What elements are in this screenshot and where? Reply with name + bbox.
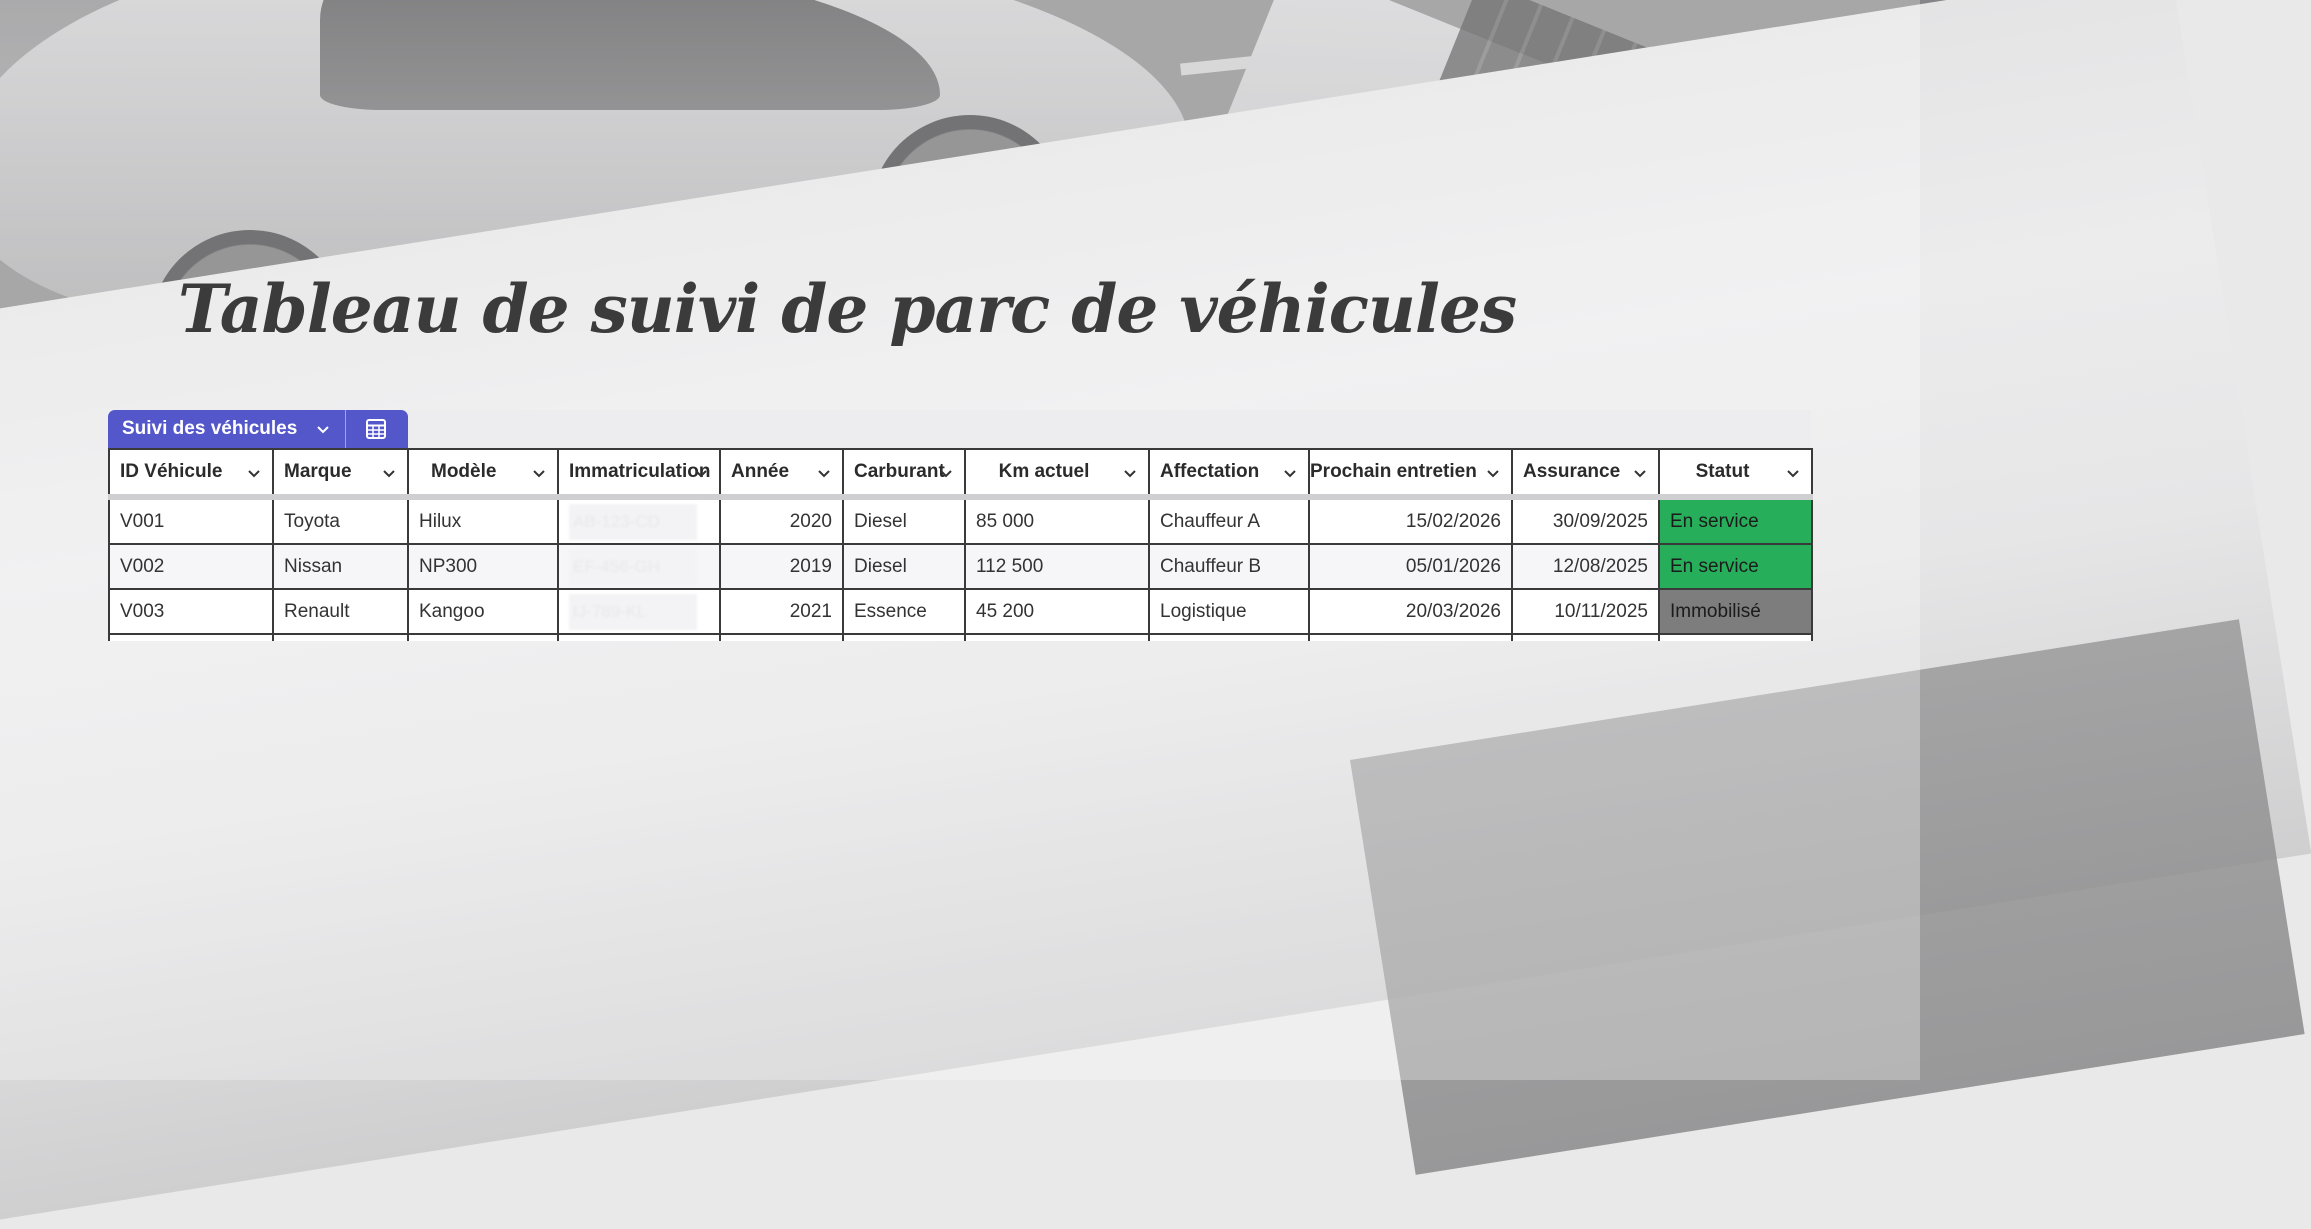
cell-statut[interactable]: En service — [1659, 544, 1812, 589]
cell-assurance[interactable]: 30/09/2025 — [1512, 497, 1659, 544]
cell-affectation[interactable]: Chauffeur A — [1149, 497, 1309, 544]
table-header-row — [109, 449, 1812, 497]
column-header-km[interactable]: Km actuel — [965, 449, 1149, 497]
cell-marque[interactable]: Nissan — [273, 544, 408, 589]
cell-modele[interactable]: Kangoo — [408, 589, 558, 634]
chevron-down-icon[interactable] — [381, 465, 397, 481]
page-title: Tableau de suivi de parc de véhicules — [178, 270, 1517, 349]
cell-km[interactable]: 85 000 — [965, 497, 1149, 544]
column-header-carburant[interactable]: Carburant — [843, 449, 965, 497]
cell-modele[interactable]: Hilux — [408, 497, 558, 544]
table-row[interactable] — [109, 497, 1812, 544]
cell-immatriculation[interactable] — [558, 497, 720, 544]
view-name-label: Suivi des véhicules — [122, 418, 298, 439]
cell-modele[interactable]: NP300 — [408, 544, 558, 589]
cell-carburant[interactable]: Diesel — [843, 497, 965, 544]
plate-value: EF-456-GH — [569, 549, 697, 585]
cell-affectation[interactable]: Logistique — [1149, 589, 1309, 634]
chevron-down-icon[interactable] — [1122, 465, 1138, 481]
chevron-down-icon[interactable] — [816, 465, 832, 481]
column-header-assurance[interactable]: Assurance — [1512, 449, 1659, 497]
column-header-marque[interactable]: Marque — [273, 449, 408, 497]
column-header-affectation[interactable]: Affectation — [1149, 449, 1309, 497]
chevron-down-icon[interactable] — [1282, 465, 1298, 481]
cell-annee[interactable]: 2020 — [720, 497, 843, 544]
cell-id[interactable]: V002 — [109, 544, 273, 589]
column-header-id[interactable]: ID Véhicule — [109, 449, 273, 497]
cell-carburant[interactable]: Diesel — [843, 544, 965, 589]
view-tab-suivi[interactable] — [108, 410, 408, 448]
table-row[interactable] — [109, 589, 1812, 634]
cell-immatriculation[interactable] — [558, 544, 720, 589]
column-header-entretien[interactable]: Prochain entretien — [1309, 449, 1512, 497]
plate-value: IJ-789-KL — [569, 594, 697, 630]
cell-assurance[interactable]: 12/08/2025 — [1512, 544, 1659, 589]
vehicle-table — [108, 448, 1813, 641]
cell-marque[interactable]: Renault — [273, 589, 408, 634]
cell-assurance[interactable]: 10/11/2025 — [1512, 589, 1659, 634]
chevron-down-icon[interactable] — [938, 465, 954, 481]
chevron-down-icon[interactable] — [1785, 465, 1801, 481]
column-header-immatriculation[interactable]: Immatriculation — [558, 449, 720, 497]
column-header-statut[interactable]: Statut — [1659, 449, 1812, 497]
view-tab-bar — [108, 410, 1811, 448]
cell-entretien[interactable]: 20/03/2026 — [1309, 589, 1512, 634]
chevron-down-icon[interactable] — [1485, 465, 1501, 481]
cell-immatriculation[interactable] — [558, 589, 720, 634]
table-row[interactable] — [109, 544, 1812, 589]
cell-marque[interactable]: Toyota — [273, 497, 408, 544]
cell-annee[interactable]: 2019 — [720, 544, 843, 589]
chevron-down-icon — [315, 421, 331, 437]
cell-id[interactable]: V001 — [109, 497, 273, 544]
chevron-down-icon[interactable] — [531, 465, 547, 481]
chevron-down-icon[interactable] — [246, 465, 262, 481]
column-header-modele[interactable]: Modèle — [408, 449, 558, 497]
cell-entretien[interactable]: 05/01/2026 — [1309, 544, 1512, 589]
vehicle-table-widget — [108, 410, 1811, 641]
view-dropdown[interactable] — [108, 410, 346, 448]
cell-km[interactable]: 45 200 — [965, 589, 1149, 634]
table-grid-icon[interactable] — [346, 410, 406, 448]
cell-carburant[interactable]: Essence — [843, 589, 965, 634]
plate-value: AB-123-CD — [569, 504, 697, 540]
cell-affectation[interactable]: Chauffeur B — [1149, 544, 1309, 589]
cell-statut[interactable]: Immobilisé — [1659, 589, 1812, 634]
cell-entretien[interactable]: 15/02/2026 — [1309, 497, 1512, 544]
cell-statut[interactable]: En service — [1659, 497, 1812, 544]
chevron-down-icon[interactable] — [1632, 465, 1648, 481]
table-row-empty — [109, 634, 1812, 641]
column-header-annee[interactable]: Année — [720, 449, 843, 497]
cell-annee[interactable]: 2021 — [720, 589, 843, 634]
cell-id[interactable]: V003 — [109, 589, 273, 634]
table-grid-icon — [364, 417, 388, 441]
cell-km[interactable]: 112 500 — [965, 544, 1149, 589]
chevron-down-icon[interactable] — [693, 465, 709, 481]
